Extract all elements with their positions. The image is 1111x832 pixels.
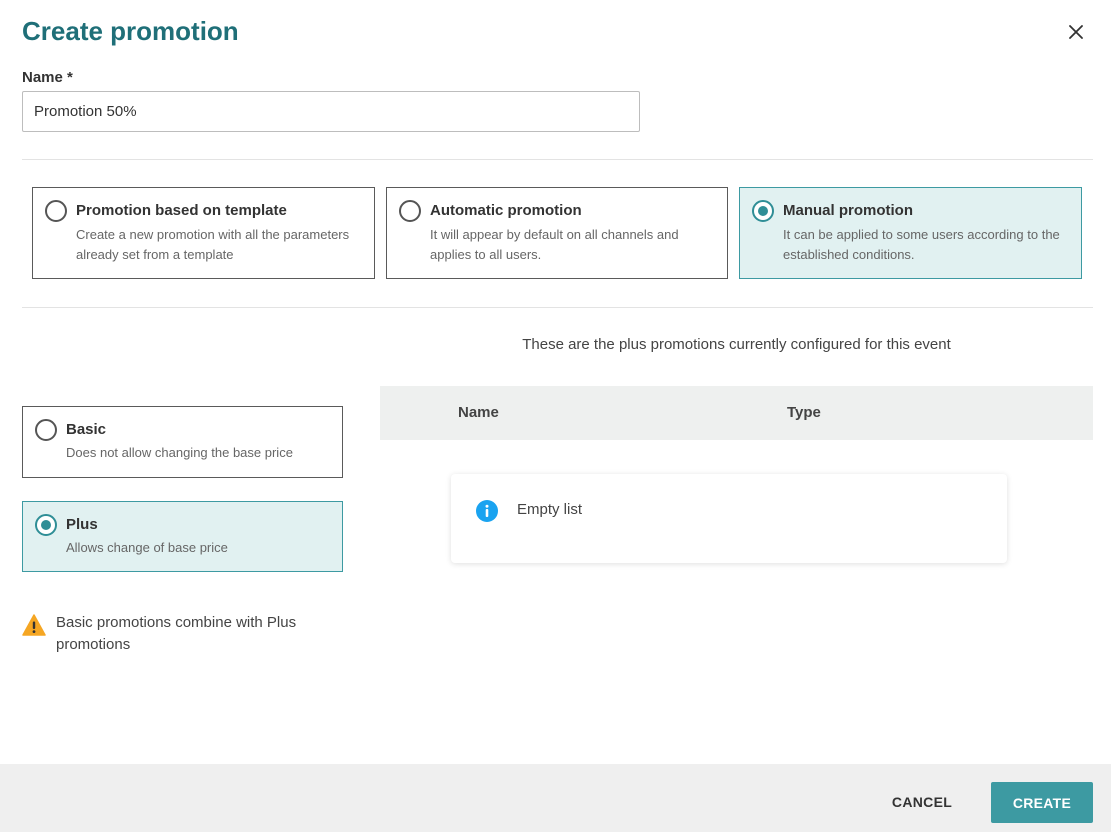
option-description: It can be applied to some users according to the established conditions. <box>783 227 1060 262</box>
radio-button[interactable] <box>45 200 67 222</box>
cancel-button[interactable]: CANCEL <box>876 782 968 822</box>
option-description: Does not allow changing the base price <box>66 445 293 460</box>
option-description: Allows change of base price <box>66 540 228 555</box>
warning-text: Basic promotions combine with Plus promotions <box>56 614 297 653</box>
column-header-name: Name <box>458 404 499 421</box>
promotion-level-basic[interactable] <box>22 406 343 478</box>
empty-list-message <box>451 474 1007 563</box>
option-title: Promotion based on template <box>76 202 287 219</box>
promotion-type-manual[interactable] <box>739 187 1082 279</box>
close-button[interactable] <box>1064 20 1088 44</box>
plus-promotions-table-header <box>380 386 1093 440</box>
info-icon <box>476 500 498 522</box>
promotion-type-automatic[interactable] <box>386 187 728 279</box>
divider <box>22 159 1093 160</box>
radio-button[interactable] <box>35 419 57 441</box>
promotion-level-plus[interactable] <box>22 501 343 572</box>
option-title: Automatic promotion <box>430 202 582 219</box>
option-title: Manual promotion <box>783 202 913 219</box>
plus-promotions-caption: These are the plus promotions currently configured for this event <box>522 336 951 353</box>
radio-button-selected[interactable] <box>35 514 57 536</box>
radio-button-selected[interactable] <box>752 200 774 222</box>
column-header-type: Type <box>787 404 821 421</box>
close-icon <box>1069 25 1083 39</box>
option-description: It will appear by default on all channels and applies to all users. <box>430 227 679 262</box>
radio-button[interactable] <box>399 200 421 222</box>
warning-icon <box>22 614 46 636</box>
create-button[interactable]: CREATE <box>991 782 1093 823</box>
promotion-type-template[interactable] <box>32 187 375 279</box>
name-field-label: Name * <box>22 69 73 86</box>
divider <box>22 307 1093 308</box>
dialog-title: Create promotion <box>22 16 239 46</box>
option-description: Create a new promotion with all the parameters already set from a template <box>76 227 350 262</box>
dialog-footer <box>0 764 1111 832</box>
empty-list-text: Empty list <box>517 501 583 518</box>
name-input[interactable] <box>22 91 640 132</box>
option-title: Plus <box>66 516 98 533</box>
option-title: Basic <box>66 421 107 438</box>
